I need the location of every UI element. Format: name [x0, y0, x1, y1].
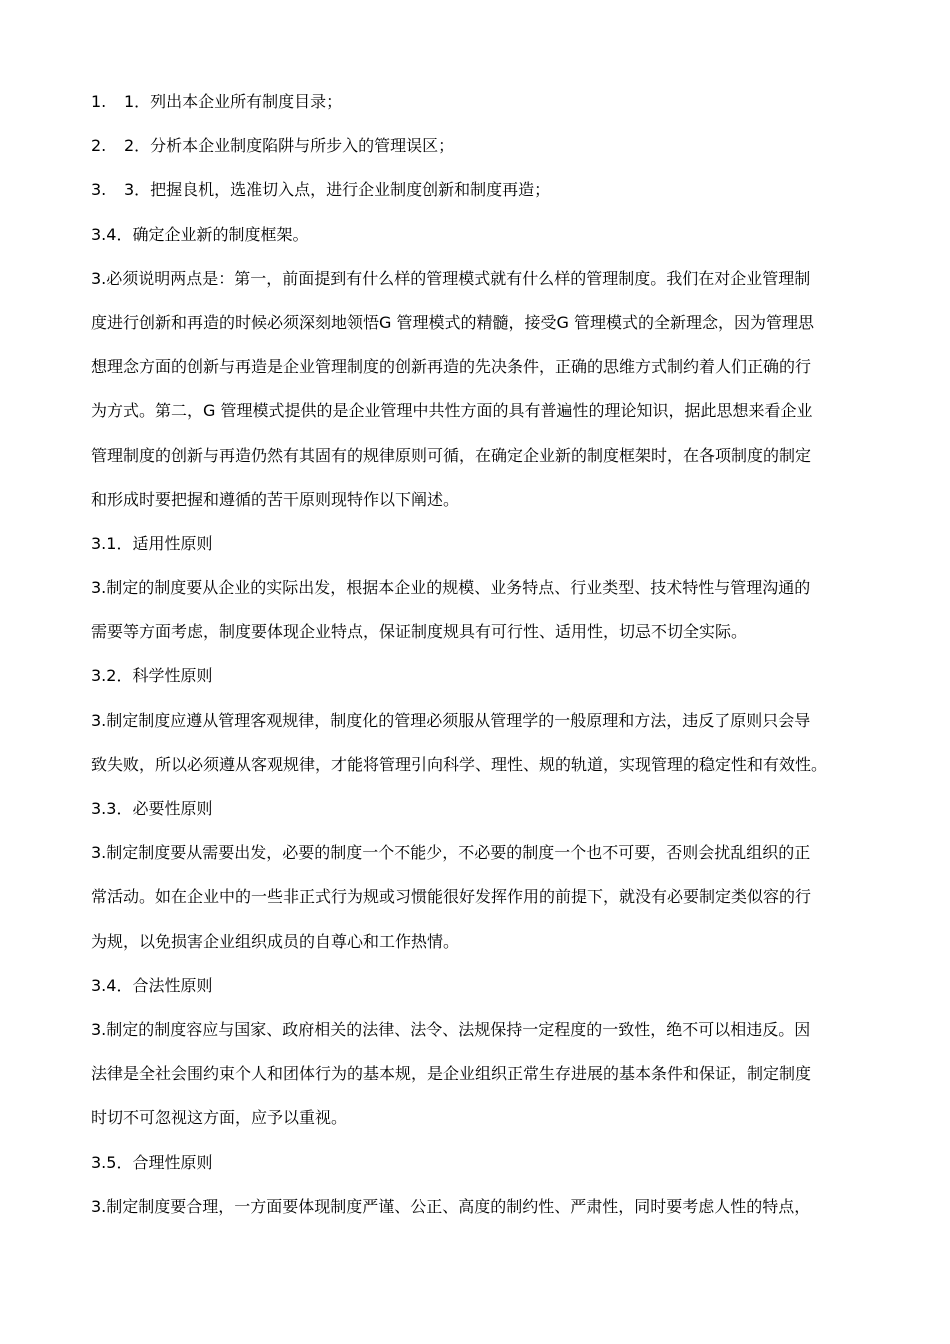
paragraph-line: 3.制定的制度容应与国家、政府相关的法律、法令、法规保持一定程度的一致性，绝不可以相违反。因: [91, 1019, 811, 1039]
list-item: [91, 135, 860, 157]
list-item: [91, 179, 860, 201]
list-item-text: 3．把握良机，选准切入点，进行企业制度创新和制度再造；: [124, 180, 551, 200]
paragraph-line: 为方式。第二，G 管理模式提供的是企业管理中共性方面的具有普遍性的理论知识，据此思想来看企业: [91, 401, 813, 421]
paragraph-line: 3.制定制度应遵从管理客观规律，制度化的管理必须服从管理学的一般原理和方法，违反了原则只会导: [91, 710, 811, 730]
list-item-text: 2．分析本企业制度陷阱与所步入的管理误区；: [124, 136, 455, 156]
section-heading: 3.5．合理性原则: [91, 1152, 213, 1172]
paragraph-line: 和形成时要把握和遵循的苦干原则现特作以下阐述。: [91, 489, 460, 509]
section-heading: 3.3．必要性原则: [91, 799, 213, 818]
list-marker: 1.: [91, 92, 107, 111]
paragraph-line: 时切不可忽视这方面，应予以重视。: [91, 1108, 348, 1128]
paragraph-line: 3.制定的制度要从企业的实际出发，根据本企业的规模、业务特点、行业类型、技术特性与管理沟通的: [91, 578, 811, 598]
list-item-text: 1．列出本企业所有制度目录；: [124, 92, 343, 111]
paragraph-line: 想理念方面的创新与再造是企业管理制度的创新再造的先决条件，正确的思维方式制约着人们正确的行: [91, 357, 812, 377]
paragraph-line: 3.制定制度要从需要出发，必要的制度一个不能少，不必要的制度一个也不可要，否则会扰乱组织的正: [91, 843, 811, 863]
paragraph-line: 常活动。如在企业中的一些非正式行为规或习惯能很好发挥作用的前提下，就没有必要制定类似容的行: [91, 887, 812, 907]
list-marker: 2.: [91, 136, 107, 156]
section-heading: 3.4．合法性原则: [91, 975, 213, 995]
paragraph-line: 3.必须说明两点是：第一，前面提到有什么样的管理模式就有什么样的管理制度。我们在对企业管理制: [91, 268, 811, 288]
paragraph-line: 致失败，所以必须遵从客观规律，才能将管理引向科学、理性、规的轨道，实现管理的稳定性和有效性。: [91, 754, 828, 774]
paragraph-line: 为规，以免损害企业组织成员的自尊心和工作热情。: [91, 931, 460, 951]
paragraph-line: 法律是全社会围约束个人和团体行为的基本规，是企业组织正常生存进展的基本条件和保证，制定制度: [91, 1064, 812, 1084]
paragraph-line: 管理制度的创新与再造仍然有其固有的规律原则可循，在确定企业新的制度框架时，在各项制度的制定: [91, 445, 812, 465]
paragraph-line: 需要等方面考虑，制度要体现企业特点，保证制度规具有可行性、适用性，切忌不切全实际。: [91, 622, 748, 642]
section-heading: 3.1．适用性原则: [91, 533, 213, 553]
section-heading: 3.2．科学性原则: [91, 666, 213, 686]
paragraph-line: 3.制定制度要合理，一方面要体现制度严谨、公正、高度的制约性、严肃性，同时要考虑人性的特点，: [91, 1196, 811, 1216]
paragraph-line: 度进行创新和再造的时候必须深刻地领悟G 管理模式的精髓，接受G 管理模式的全新理念，因为管理思: [91, 312, 814, 332]
section-heading: 3.4．确定企业新的制度框架。: [91, 224, 309, 244]
list-marker: 3.: [91, 180, 107, 200]
list-item: [91, 91, 860, 113]
